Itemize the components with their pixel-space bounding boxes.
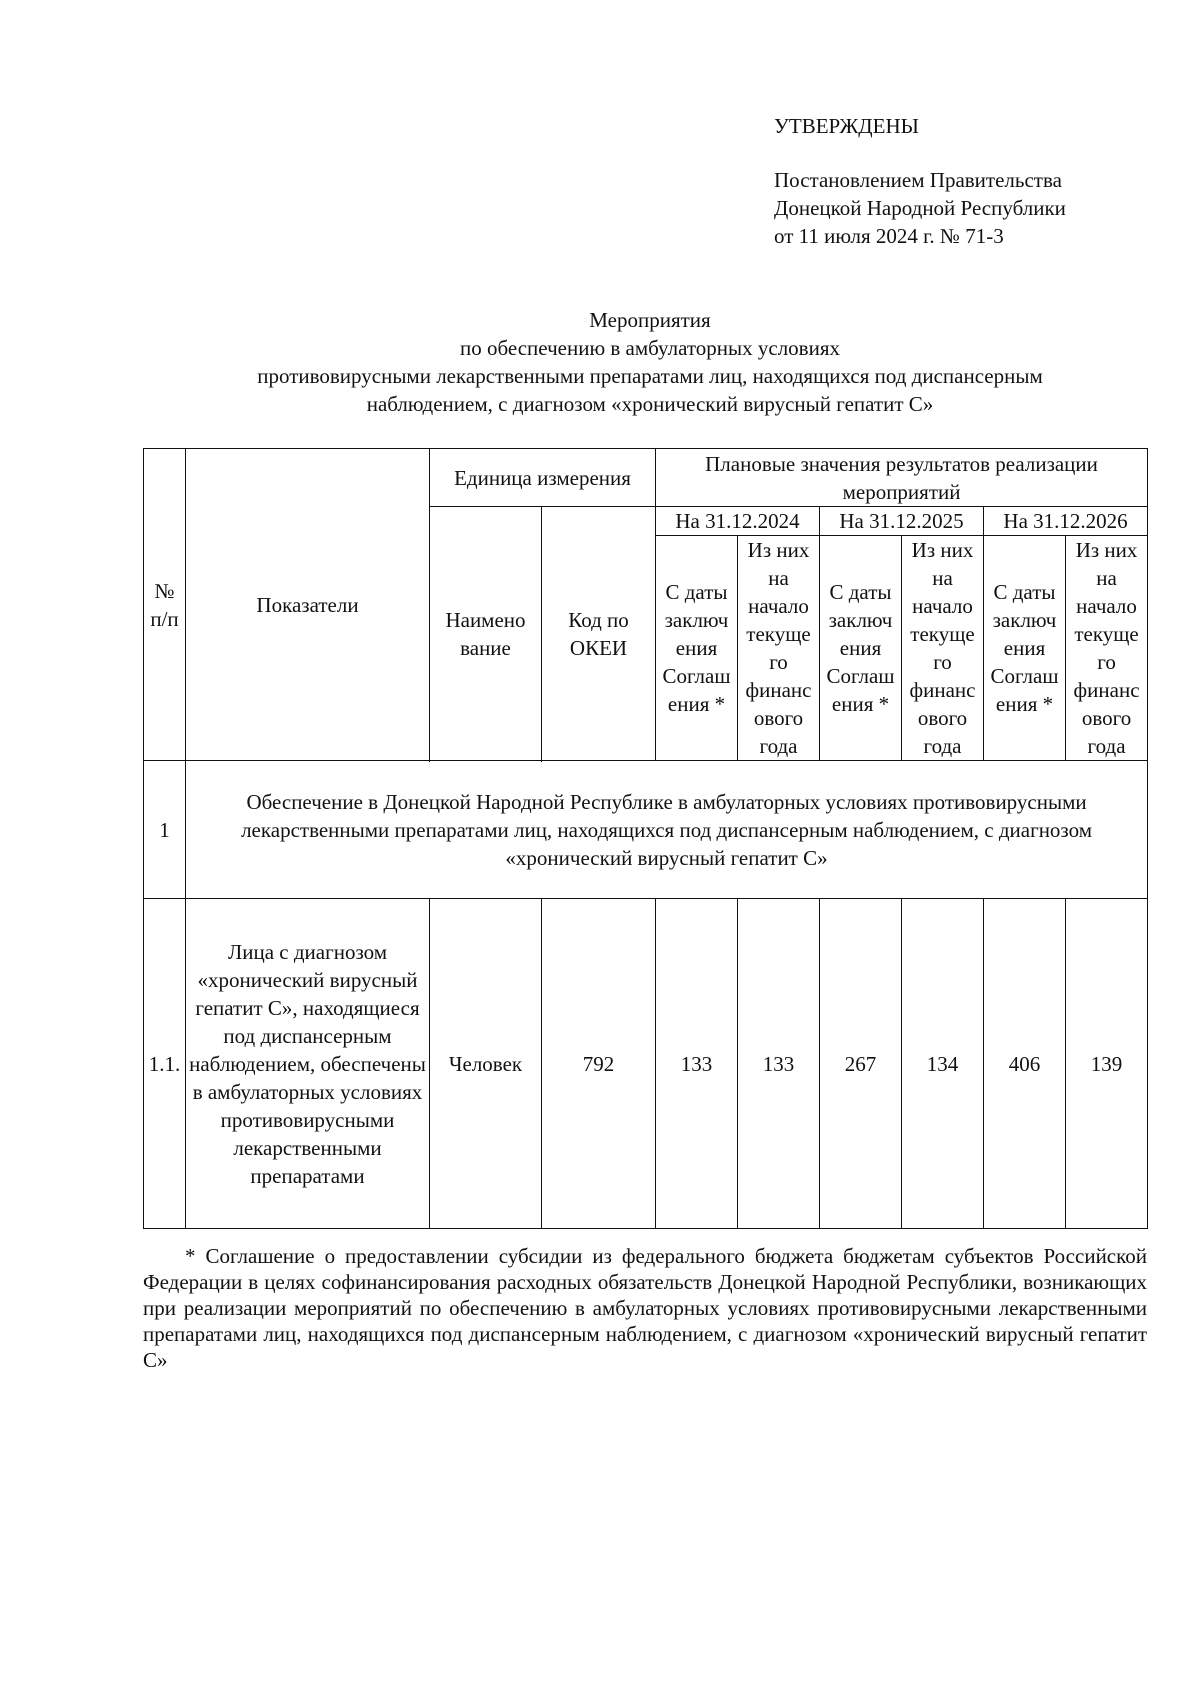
- header-period-2025: На 31.12.2025: [820, 507, 984, 536]
- section-text: Обеспечение в Донецкой Народной Республике в амбулаторных условиях противовирусными лекарственными препаратами лиц, находящихся под диспансерным наблюдением, с диагнозом «хронический вирусный гепатит С»: [186, 761, 1148, 899]
- header-unit-group: Единица измерения: [430, 449, 656, 507]
- footnote: * Соглашение о предоставлении субсидии из федерального бюджета бюджетам субъектов Российской Федерации в целях софинансирования расходных обязательств Донецкой Народной Республики, возникающих при реализации мероприятий по обеспечению в амбулаторных условиях противовирусными лекарственными препаратами лиц, находящихся под диспансерным наблюдением, с диагнозом «хронический вирусный гепатит С»: [143, 1244, 1147, 1372]
- document-title: [150, 306, 1150, 418]
- header-2024-year: Из них на начало текуще го финанс ового года: [738, 536, 820, 761]
- header-2025-since: С даты заключ ения Соглаш ения *: [820, 536, 902, 761]
- approval-line-2: Донецкой Народной Республики: [774, 196, 1066, 220]
- section-num: 1: [144, 761, 186, 899]
- header-2024-since: С даты заключ ения Соглаш ения *: [656, 536, 738, 761]
- table-row: [144, 899, 1148, 1229]
- header-indicators: Показатели: [186, 449, 430, 761]
- row-2024-year: 133: [738, 899, 820, 1229]
- measures-table: [143, 448, 1148, 1229]
- row-num: 1.1.: [144, 899, 186, 1229]
- header-plan-group: Плановые значения результатов реализации мероприятий: [656, 449, 1148, 507]
- header-unit-name: Наимено вание: [430, 507, 542, 761]
- header-2026-since: С даты заключ ения Соглаш ения *: [984, 536, 1066, 761]
- row-indicator: Лица с диагнозом «хронический вирусный гепатит С», находящиеся под диспансерным наблюдением, обеспечены в амбулаторных условиях противовирусными лекарственными препаратами: [186, 899, 430, 1229]
- row-2025-year: 134: [902, 899, 984, 1229]
- approval-line-3: от 11 июля 2024 г. № 71-3: [774, 224, 1004, 248]
- row-2026-year: 139: [1066, 899, 1148, 1229]
- row-code: 792: [542, 899, 656, 1229]
- title-line-4: наблюдением, с диагнозом «хронический вирусный гепатит С»: [366, 392, 934, 416]
- header-num: № п/п: [144, 449, 186, 761]
- header-row-1: [144, 449, 1148, 507]
- title-line-3: противовирусными лекарственными препаратами лиц, находящихся под диспансерным: [257, 364, 1043, 388]
- approval-stamp: УТВЕРЖДЕНЫ: [774, 114, 919, 138]
- title-line-2: по обеспечению в амбулаторных условиях: [460, 336, 840, 360]
- row-unit: Человек: [430, 899, 542, 1229]
- row-2024-since: 133: [656, 899, 738, 1229]
- approval-block: [774, 112, 1066, 250]
- header-period-2026: На 31.12.2026: [984, 507, 1148, 536]
- approval-line-1: Постановлением Правительства: [774, 168, 1062, 192]
- section-row: [144, 761, 1148, 899]
- row-2026-since: 406: [984, 899, 1066, 1229]
- row-2025-since: 267: [820, 899, 902, 1229]
- header-2025-year: Из них на начало текуще го финанс ового года: [902, 536, 984, 761]
- header-unit-code: Код по ОКЕИ: [542, 507, 656, 761]
- header-period-2024: На 31.12.2024: [656, 507, 820, 536]
- header-2026-year: Из них на начало текуще го финанс ового года: [1066, 536, 1148, 761]
- title-line-1: Мероприятия: [589, 308, 711, 332]
